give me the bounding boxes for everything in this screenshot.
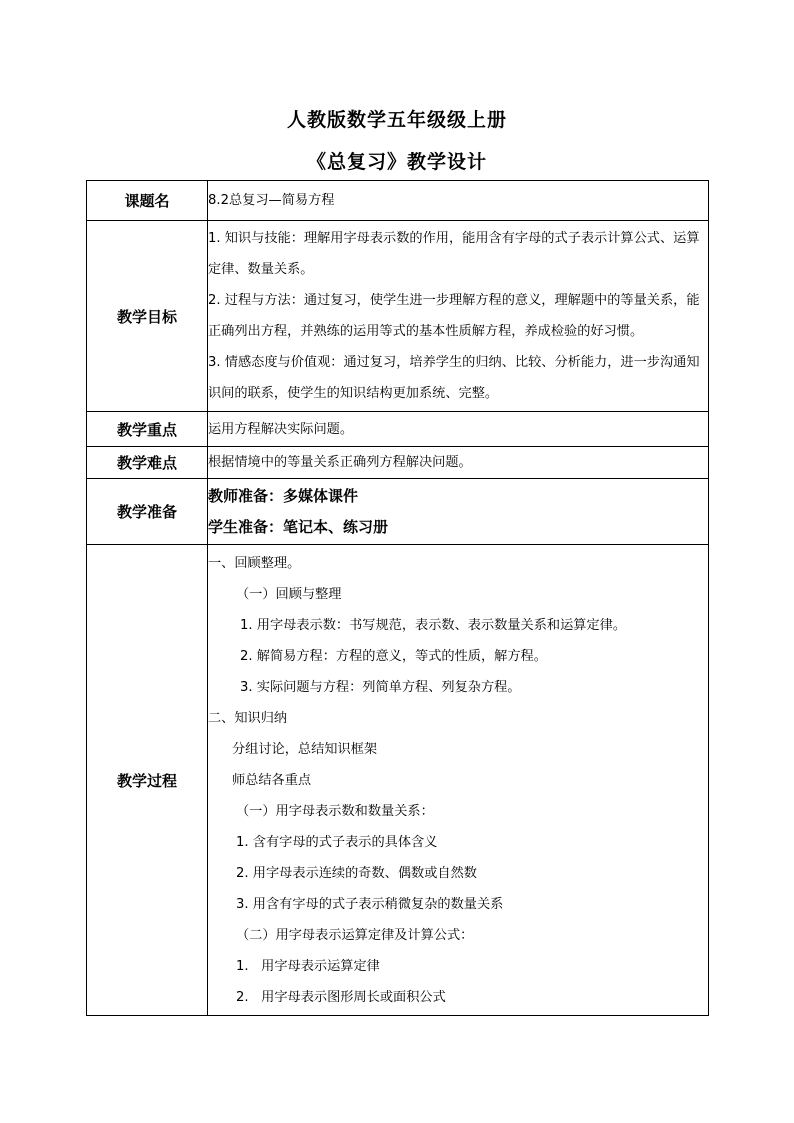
value-key-point: 运用方程解决实际问题。 <box>208 412 709 447</box>
process-line: 二、知识归纳 <box>208 710 288 726</box>
value-topic: 8.2总复习—简易方程 <box>208 181 709 221</box>
value-process <box>208 545 709 1016</box>
process-line: 分组讨论，总结知识框架 <box>232 741 378 757</box>
lesson-plan-table <box>86 180 709 1016</box>
row-process <box>87 545 709 1016</box>
goal-item-2: 2. 过程与方法：通过复习，使学生进一步理解方程的意义，理解题中的等量关系，能正确列出方程，并熟练的运用等式的基本性质解方程，养成检验的好习惯。 <box>208 293 700 339</box>
label-preparation: 教学准备 <box>87 479 208 545</box>
label-process: 教学过程 <box>87 545 208 1016</box>
student-preparation: 学生准备：笔记本、练习册 <box>208 517 389 536</box>
value-difficulty: 根据情境中的等量关系正确列方程解决问题。 <box>208 447 709 479</box>
process-line: 2. 用字母表示连续的奇数、偶数或自然数 <box>236 865 477 881</box>
row-goals <box>87 221 709 412</box>
label-topic: 课题名 <box>87 181 208 221</box>
process-line: （二）用字母表示运算定律及计算公式： <box>236 927 474 943</box>
process-line: 2. 解简易方程：方程的意义，等式的性质，解方程。 <box>240 648 547 664</box>
process-line: 3. 用含有字母的式子表示稍微复杂的数量关系 <box>236 896 504 912</box>
process-line: 1. 用字母表示数：书写规范，表示数、表示数量关系和运算定律。 <box>240 617 627 633</box>
label-difficulty: 教学难点 <box>87 447 208 479</box>
process-line: 一、回顾整理。 <box>208 555 301 571</box>
document-title: 人教版数学五年级级上册 <box>286 109 507 131</box>
row-topic <box>87 181 709 221</box>
value-goals <box>208 221 709 412</box>
process-line: 2. 用字母表示图形周长或面积公式 <box>236 989 446 1005</box>
process-line: （一）回顾与整理 <box>236 586 342 602</box>
document-subtitle: 《总复习》教学设计 <box>306 151 487 173</box>
process-line: 师总结各重点 <box>232 772 312 788</box>
value-preparation <box>208 479 709 545</box>
goal-item-3: 3. 情感态度与价值观：通过复习，培养学生的归纳、比较、分析能力，进一步沟通知识间的联系，使学生的知识结构更加系统、完整。 <box>208 355 700 401</box>
row-preparation <box>87 479 709 545</box>
process-line: 1. 含有字母的式子表示的具体含义 <box>236 834 438 850</box>
label-key-point: 教学重点 <box>87 412 208 447</box>
row-key-point <box>87 412 709 447</box>
process-line: 1. 用字母表示运算定律 <box>236 958 380 974</box>
process-line: 3. 实际问题与方程：列简单方程、列复杂方程。 <box>240 679 521 695</box>
row-difficulty <box>87 447 709 479</box>
goal-item-1: 1. 知识与技能：理解用字母表示数的作用，能用含有字母的式子表示计算公式、运算定律、数量关系。 <box>208 231 700 277</box>
process-line: （一）用字母表示数和数量关系： <box>236 803 434 819</box>
label-goals: 教学目标 <box>87 221 208 412</box>
teacher-preparation: 教师准备：多媒体课件 <box>208 486 359 505</box>
